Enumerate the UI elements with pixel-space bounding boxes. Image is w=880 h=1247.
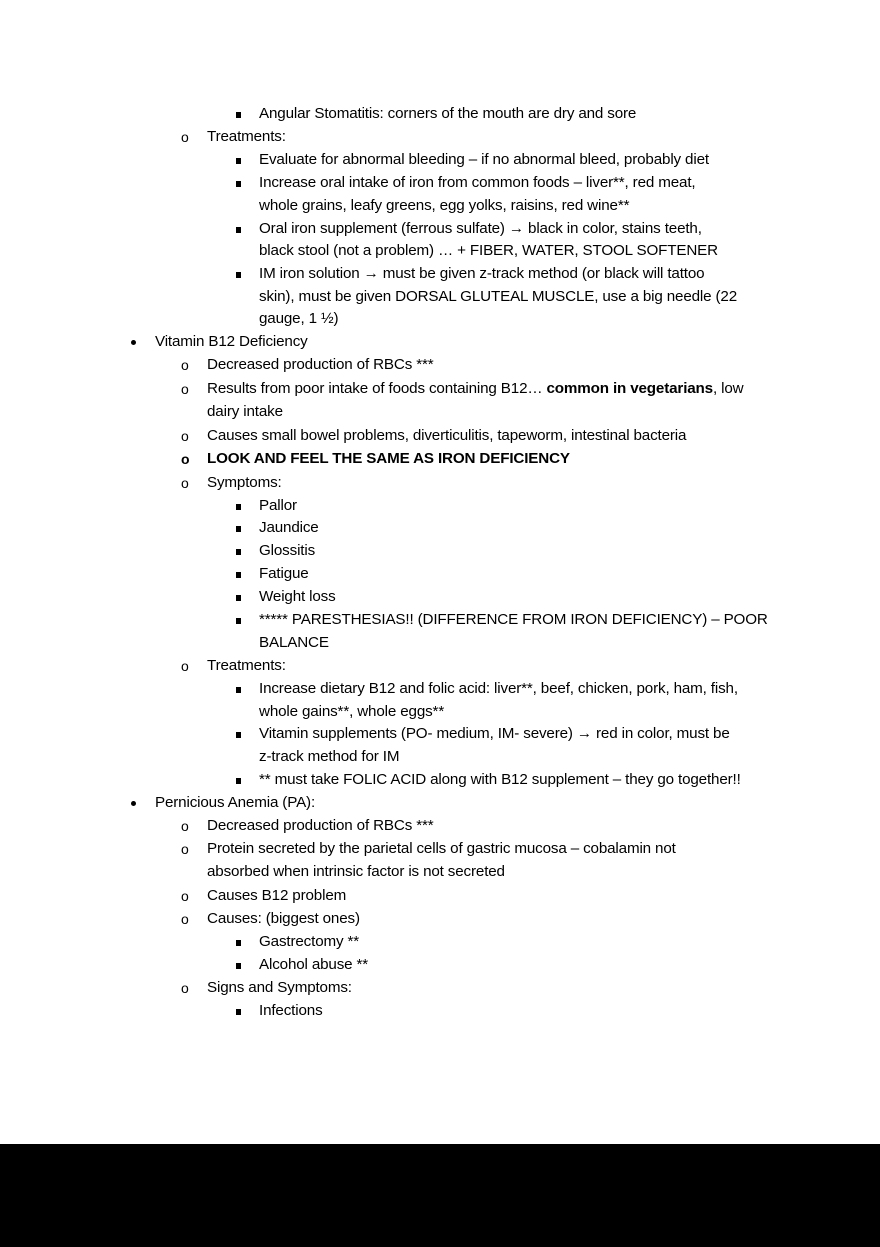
list-item-level-1: Pernicious Anemia (PA):: [155, 794, 316, 811]
list-item-continuation: gauge, 1 ½): [259, 310, 339, 327]
list-item-level-2: Symptoms:: [207, 474, 282, 491]
list-item-level-2: Decreased production of RBCs ***: [207, 356, 434, 373]
list-item-level-3: Fatigue: [259, 565, 309, 582]
list-item-level-2: Causes: (biggest ones): [207, 910, 360, 927]
bullet-square-icon: [234, 264, 244, 284]
bullet-square-icon: [234, 724, 244, 744]
bullet-circle-icon: o: [181, 381, 189, 397]
list-item-level-2: Causes B12 problem: [207, 887, 347, 904]
list-item-level-3: Oral iron supplement (ferrous sulfate) → black in color, stains teeth,: [259, 220, 702, 237]
list-item-level-3: Pallor: [259, 497, 297, 514]
bullet-square-icon: [234, 219, 244, 239]
bold-emphasis: common in vegetarians: [546, 380, 713, 397]
list-item-level-2: Decreased production of RBCs ***: [207, 817, 434, 834]
list-item-continuation: absorbed when intrinsic factor is not secreted: [207, 863, 505, 880]
bullet-square-icon: [234, 610, 244, 630]
list-item-continuation: dairy intake: [207, 403, 283, 420]
list-item-level-3: Angular Stomatitis: corners of the mouth are dry and sore: [259, 105, 637, 122]
list-item-continuation: whole grains, leafy greens, egg yolks, raisins, red wine**: [259, 197, 630, 214]
bullet-square-icon: [234, 770, 244, 790]
bullet-circle-icon: o: [181, 911, 189, 927]
list-item-level-3: Increase oral intake of iron from common foods – liver**, red meat,: [259, 174, 696, 191]
bullet-square-icon: [234, 587, 244, 607]
list-item-continuation: z-track method for IM: [259, 748, 400, 765]
list-item-level-2: Treatments:: [207, 657, 286, 674]
list-item-continuation: whole gains**, whole eggs**: [259, 703, 445, 720]
text-segment: Results from poor intake of foods containing B12…: [207, 380, 547, 397]
list-item-continuation: BALANCE: [259, 634, 329, 651]
bullet-disc-icon: [128, 332, 138, 352]
list-item-continuation: black stool (not a problem) … + FIBER, WATER, STOOL SOFTENER: [259, 242, 718, 259]
list-item-level-3: Gastrectomy **: [259, 933, 360, 950]
bullet-square-icon: [234, 173, 244, 193]
list-item-level-3: Weight loss: [259, 588, 336, 605]
bullet-disc-icon: [128, 793, 138, 813]
list-item-level-2: LOOK AND FEEL THE SAME AS IRON DEFICIENCY: [207, 450, 570, 467]
bullet-square-icon: [234, 104, 244, 124]
bullet-circle-icon: o: [181, 129, 189, 145]
bullet-square-icon: [234, 541, 244, 561]
bullet-circle-icon: o: [181, 818, 189, 834]
bullet-square-icon: [234, 932, 244, 952]
bullet-square-icon: [234, 150, 244, 170]
bullet-square-icon: [234, 496, 244, 516]
black-footer-band: [0, 1144, 880, 1247]
list-item-level-3: IM iron solution → must be given z-track method (or black will tattoo: [259, 265, 705, 282]
text-segment: , low: [712, 380, 744, 397]
list-item-level-3: Vitamin supplements (PO- medium, IM- severe) → red in color, must be: [259, 725, 730, 742]
list-item-level-2: [207, 379, 743, 399]
list-item-level-2: Causes small bowel problems, diverticulitis, tapeworm, intestinal bacteria: [207, 427, 687, 444]
bullet-square-icon: [234, 518, 244, 538]
bullet-circle-icon: o: [181, 841, 189, 857]
bullet-square-icon: [234, 955, 244, 975]
bullet-square-icon: [234, 1001, 244, 1021]
bullet-circle-icon: o: [181, 980, 189, 996]
bullet-circle-icon: o: [181, 357, 189, 373]
bullet-square-icon: [234, 679, 244, 699]
list-item-level-3: Increase dietary B12 and folic acid: liver**, beef, chicken, pork, ham, fish,: [259, 680, 738, 697]
list-item-level-1: Vitamin B12 Deficiency: [155, 333, 308, 350]
list-item-level-3: Alcohol abuse **: [259, 956, 369, 973]
bullet-circle-icon: o: [181, 888, 189, 904]
list-item-level-2: Protein secreted by the parietal cells of gastric mucosa – cobalamin not: [207, 840, 676, 857]
list-item-continuation: skin), must be given DORSAL GLUTEAL MUSCLE, use a big needle (22: [259, 288, 738, 305]
bullet-circle-icon: o: [181, 428, 189, 444]
bullet-circle-icon: o: [181, 658, 189, 674]
list-item-level-3: Evaluate for abnormal bleeding – if no abnormal bleed, probably diet: [259, 151, 709, 168]
bullet-circle-icon: o: [181, 475, 189, 491]
list-item-level-3: Glossitis: [259, 542, 316, 559]
list-item-level-3: ***** PARESTHESIAS!! (DIFFERENCE FROM IRON DEFICIENCY) – POOR: [259, 611, 768, 628]
list-item-level-3: ** must take FOLIC ACID along with B12 supplement – they go together!!: [259, 771, 741, 788]
list-item-level-3: Jaundice: [259, 519, 319, 536]
bullet-circle-icon: o: [181, 451, 190, 467]
list-item-level-3: Infections: [259, 1002, 323, 1019]
list-item-level-2: Treatments:: [207, 128, 286, 145]
list-item-level-2: Signs and Symptoms:: [207, 979, 352, 996]
bullet-square-icon: [234, 564, 244, 584]
